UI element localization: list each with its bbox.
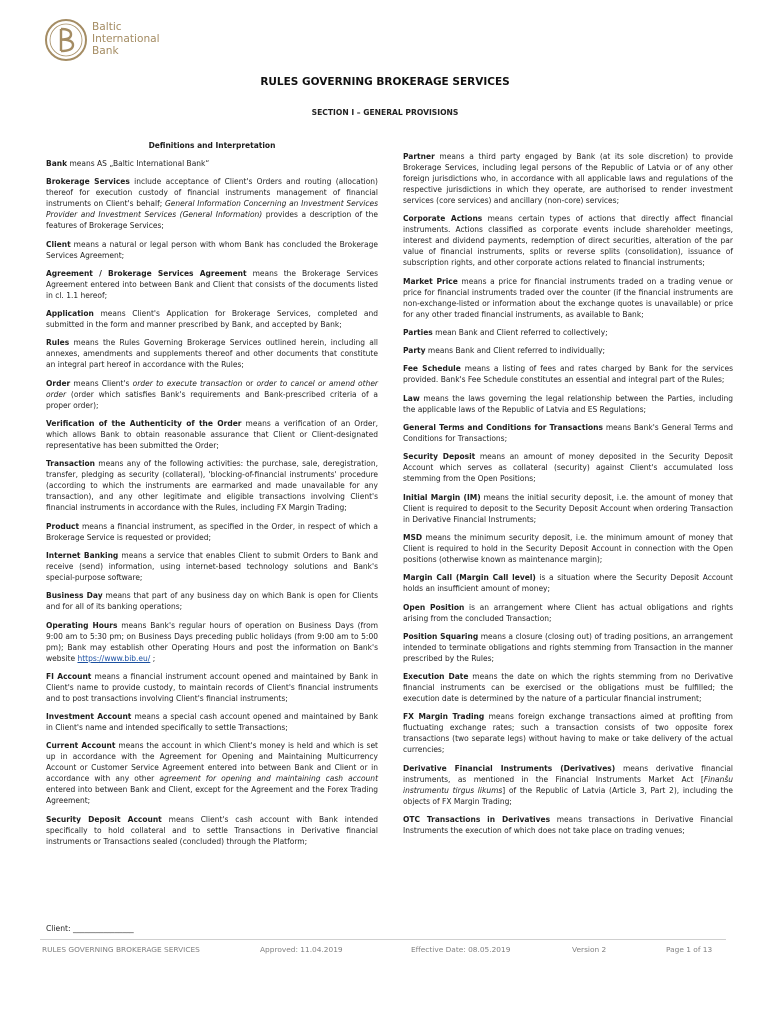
definition-text: means certain types of actions that directly affect financial instruments. Actions classified as corporate events include shareholder meetings, interest and dividend payments, redemption of direct securities, alteration of the par value of financial instruments, splits or reverse splits (consolidation), issuance of subscription rights, and other corporate actions related to financial instruments; (403, 214, 733, 268)
term: Initial Margin (IM) (403, 492, 481, 502)
logo-line-2: International (92, 33, 160, 45)
term: FI Account (46, 671, 92, 681)
term: Current Account (46, 741, 116, 751)
definition-application (46, 308, 378, 330)
definition-margin-call (403, 572, 733, 594)
term: Order (46, 378, 71, 388)
bank-logo-text (92, 21, 160, 57)
definition-verification (46, 418, 378, 451)
term: Parties (403, 327, 433, 337)
term: Partner (403, 152, 435, 161)
definition-brokerage-services (46, 176, 378, 231)
definition-text: means a natural or legal person with whom Bank has concluded the Brokerage Services Agreement; (46, 239, 378, 260)
definition-text: means the Rules Governing Brokerage Services outlined herein, including all annexes, amendments and supplements thereof and other documents that constitute an integral part hereof in accordance with the Rules; (46, 338, 378, 370)
definition-italic: order to execute transaction (132, 378, 243, 388)
term: General Terms and Conditions for Transactions (403, 423, 603, 433)
definition-text: means the minimum security deposit, i.e. the minimum amount of money that Client is required to hold in the Security Deposit Account in connection with the Open positions (otherwise known as maintenance margin); (403, 532, 733, 564)
term: Corporate Actions (403, 214, 483, 224)
definition-text: is an arrangement where Client has actual obligations and rights arising from the concluded Transaction; (403, 602, 733, 623)
definition-market-price (403, 276, 733, 320)
definition-agreement (46, 268, 378, 301)
definition-current-account (46, 740, 378, 806)
term: Fee Schedule (403, 364, 461, 374)
footer-approved-date: Approved: 11.04.2019 (260, 945, 343, 954)
term: Security Deposit Account (46, 814, 162, 824)
definition-text: means a financial instrument, as specified in the Order, in respect of which a Brokerage Service is requested or provided; (46, 521, 378, 542)
definition-text: (order which satisfies Bank's requirements and Bank-prescribed criteria of a proper order); (46, 389, 378, 410)
definition-fx-margin-trading (403, 711, 733, 755)
term: Product (46, 521, 80, 531)
definition-text: mean Bank and Client referred to collectively; (432, 327, 608, 337)
term: Law (403, 393, 420, 403)
definition-text: means Client's cash account with Bank intended specifically to hold collateral and to settle Transactions in Derivative financial instruments or Transactions sealed (concluded) through the Platform; (46, 814, 378, 846)
term: FX Margin Trading (403, 712, 485, 722)
definition-partner (403, 151, 733, 206)
definition-text: means a service that enables Client to submit Orders to Bank and receive (send) information, using internet-based technology solutions and Bank's special-purpose software; (46, 550, 378, 582)
definition-msd (403, 532, 733, 565)
term: Margin Call (Margin Call level) (403, 573, 536, 583)
definition-text: means the Brokerage Services Agreement entered into between Bank and Client that consists of the documents listed in cl. 1.1 hereof; (46, 268, 378, 300)
term: Market Price (403, 276, 458, 286)
definition-transaction (46, 458, 378, 513)
definition-operating-hours (46, 620, 378, 664)
definition-position-squaring (403, 631, 733, 664)
definition-general-terms (403, 422, 733, 444)
definition-text: provides a description of the features of Brokerage Services; (46, 210, 378, 231)
definition-text: means a price for financial instruments traded on a trading venue or price for financial instruments traded over the counter (if the financial instruments are non-exchange-listed or information about the exchange quotes is unavailable) or price for any other traded financial instruments, as available to Bank; (403, 276, 734, 319)
term: Investment Account (46, 712, 132, 722)
definition-text: means a financial instrument account opened and maintained by Bank in Client's name to provide custody, to maintain records of Client's financial instruments and to post transactions involving Client's financial instruments; (46, 671, 379, 703)
definition-otc-transactions (403, 814, 733, 836)
definition-party (403, 345, 733, 356)
definition-internet-banking (46, 550, 378, 583)
definition-text: means AS „Baltic International Bank“ (67, 159, 210, 168)
definition-text: means an amount of money deposited in the Security Deposit Account which serves as collateral (security) against Client's accumulated loss stemming from the Open Positions; (403, 452, 733, 484)
bank-emblem-icon (44, 18, 88, 62)
definition-text: means the date on which the rights stemming from no Derivative financial instruments can be exercised or the obligations must be fulfilled; the execution date is determined by the nature of a particular financial instrument; (403, 672, 733, 704)
definition-italic: order to cancel or amend other order (46, 378, 379, 399)
definition-text: means a third party engaged by Bank (at its sole discretion) to provide Brokerage Services, including legal persons of the Republic of Latvia or of any other foreign jurisdictions who, in accordance with all applicable laws and regulations of the respective jurisdictions in which they operate, are authorised to render investment services (core services) and ancillary (non-core) services; (403, 152, 733, 205)
definition-derivatives (403, 763, 733, 807)
definitions-heading: Definitions and Interpretation (148, 141, 276, 150)
term: MSD (403, 532, 423, 542)
right-column (403, 151, 733, 843)
definition-initial-margin (403, 492, 733, 525)
term: Operating Hours (46, 620, 118, 630)
definition-parties (403, 327, 733, 338)
definition-text: entered into between Bank and Client, except for the Agreement and the Forex Trading Agreement; (46, 785, 378, 806)
term: Internet Banking (46, 550, 119, 560)
definition-rules (46, 337, 378, 370)
definition-text: means a closure (closing out) of trading positions, an arrangement intended to terminate obligations and rights stemming from Transaction in the manner prescribed by the Rules; (403, 631, 733, 663)
definition-corporate-actions (403, 213, 733, 268)
definition-bank (46, 158, 378, 169)
definition-text: is a situation where the Security Deposit Account holds an insufficient amount of money; (403, 573, 733, 594)
definition-fi-account (46, 671, 378, 704)
definition-product (46, 521, 378, 543)
definition-italic: Finanšu instrumentu tirgus likums (403, 774, 733, 795)
definition-fee-schedule (403, 363, 733, 385)
definition-security-deposit (403, 451, 733, 484)
term: Open Position (403, 602, 465, 612)
definition-text: means derivative financial instruments, as mentioned in the Financial Instruments Market Act [ (403, 763, 733, 784)
bank-website-link[interactable]: https://www.bib.eu/ (77, 653, 151, 663)
definition-text: or (242, 378, 257, 388)
definition-security-deposit-account (46, 814, 378, 847)
term: Brokerage Services (46, 177, 130, 187)
definition-text: means the account in which Client's money is held and which is set up in accordance with the Agreement for Opening and Maintaining Multicurrency Account or Customer Service Agreement entered into between Bank and Client or in accordance with any other (46, 741, 378, 784)
term: Security Deposit (403, 452, 476, 462)
term: Execution Date (403, 672, 469, 682)
definition-text: means transactions in Derivative Financial Instruments the execution of which does not take place on trading venues; (403, 815, 734, 836)
term: Business Day (46, 591, 103, 601)
definition-text: means Client's (70, 378, 133, 388)
term: Application (46, 309, 94, 319)
definition-text: means the laws governing the legal relationship between the Parties, including the applicable laws of the Republic of Latvia and ES Regulations; (403, 393, 733, 414)
left-column (46, 140, 378, 854)
definition-text: means Client's Application for Brokerage Services, completed and submitted in the form and manner prescribed by Bank, and accepted by Bank; (46, 309, 378, 330)
term: Rules (46, 338, 70, 348)
document-title: RULES GOVERNING BROKERAGE SERVICES (260, 76, 510, 88)
definition-business-day (46, 590, 378, 612)
definition-text: ] of the Republic of Latvia (Article 3, Part 2), including the objects of FX Margin Trading; (403, 785, 733, 806)
footer-version: Version 2 (572, 945, 607, 954)
term: Bank (46, 159, 68, 168)
footer-document-name: RULES GOVERNING BROKERAGE SERVICES (42, 945, 200, 954)
term: Transaction (46, 459, 96, 469)
definition-text: means Bank's General Terms and Conditions for Transactions; (403, 423, 733, 444)
logo-line-3: Bank (92, 45, 119, 57)
term: Agreement / Brokerage Services Agreement (46, 268, 247, 278)
footer-effective-date: Effective Date: 08.05.2019 (411, 945, 511, 954)
definition-text: means that part of any business day on which Bank is open for Clients and for all of its banking operations; (46, 591, 378, 612)
definition-text: means the initial security deposit, i.e. the amount of money that Client is required to deposit to the Security Deposit Account when ordering Transaction in Derivative Financial Instruments; (403, 492, 733, 524)
definition-text: means Bank and Client referred to individually; (425, 346, 606, 356)
definition-open-position (403, 602, 733, 624)
term: Position Squaring (403, 631, 479, 641)
definition-italic: General Information Concerning an Investment Services Provider and Investment Services (General Information) (46, 199, 378, 220)
bank-logo (44, 18, 204, 62)
definition-order (46, 378, 378, 411)
definition-execution-date (403, 671, 733, 704)
definition-investment-account (46, 711, 378, 733)
footer-page-number: Page 1 of 13 (666, 945, 713, 954)
definition-text: means a listing of fees and rates charged by Bank for the services provided. Bank's Fee Schedule constitutes an essential and integral part of the Rules; (403, 364, 733, 385)
term: Party (403, 346, 426, 356)
definition-italic: agreement for opening and maintaining cash account (159, 774, 379, 784)
logo-line-1: Baltic (92, 21, 122, 33)
definition-text: means foreign exchange transactions aimed at profiting from fluctuating exchange rates; such a transaction consists of two opposite forex transactions (two separate legs) without having to make or take delivery of the actual currencies; (403, 712, 733, 755)
term: Client (46, 239, 71, 249)
definition-client (46, 239, 378, 261)
definition-text: means a special cash account opened and maintained by Bank in Client's name and intended specifically to settle Transactions; (46, 712, 378, 733)
term: Verification of the Authenticity of the Order (46, 419, 242, 429)
definition-text: include acceptance of Client's Orders and routing (allocation) thereof for execution custody of financial instruments management of financial instruments on Client's behalf; (46, 177, 378, 209)
section-title: SECTION I – GENERAL PROVISIONS (311, 108, 459, 117)
footer-divider (40, 939, 726, 940)
term: Derivative Financial Instruments (Derivatives) (403, 763, 616, 773)
definition-text: means a verification of an Order, which allows Bank to obtain reasonable assurance that Client or Client-designated representative has been submitted the Order; (46, 419, 378, 451)
definition-text: ; (150, 653, 156, 663)
definition-law (403, 393, 733, 415)
definition-text: means Bank's regular hours of operation on Business Days (from 9:00 am to 5:30 pm; on Business Days preceding public holidays (from 9:00 am to 5:00 pm); Bank may establish other Operating Hours and post the information on Bank's website (46, 620, 378, 663)
client-signature-line: Client: ________________ (46, 924, 134, 933)
term: OTC Transactions in Derivatives (403, 815, 551, 825)
definition-text: means any of the following activities: the purchase, sale, deregistration, transfer, pledging as security (collateral), 'blocking-of-financial instruments' procedure (according to which the instruments are earmarked and made unavailable for any transaction), and any other legitimate and eligible transactions involving Client's financial instruments in accordance with the Rules, including FX Margin Trading; (46, 459, 378, 513)
